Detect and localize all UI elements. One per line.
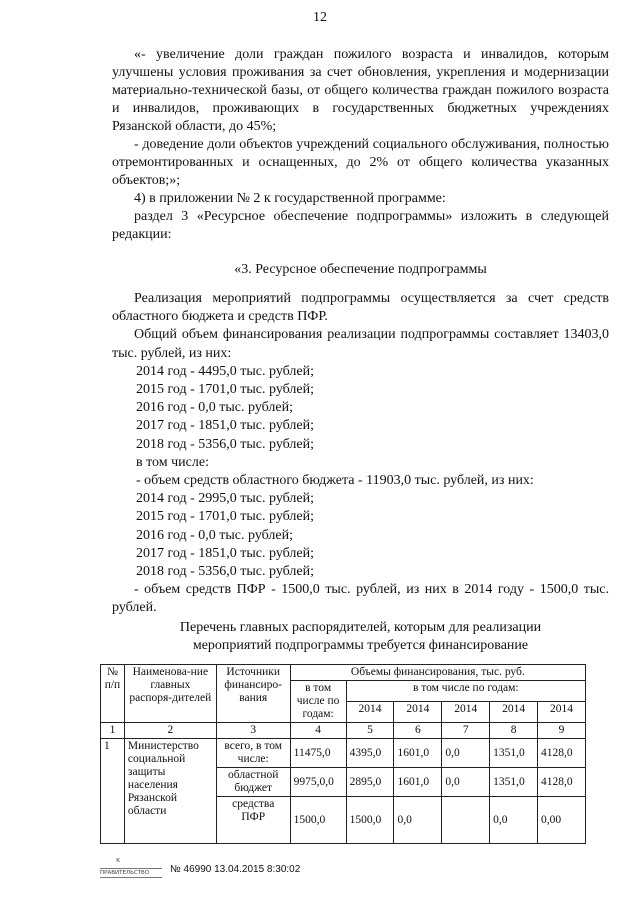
value-cell: 1351,0 [490, 739, 538, 768]
table-title [112, 619, 609, 655]
value-cell: 1601,0 [394, 739, 442, 768]
header-num: № п/п [101, 665, 125, 723]
registration-footer [100, 858, 400, 882]
value-cell: 4395,0 [346, 739, 394, 768]
page-number: 12 [313, 10, 327, 25]
paragraph-goal-1: «- увеличение доли граждан пожилого возраста и инвалидов, которым улучшены условия проживания за счет обновления, укрепления и модернизации материально-технической базы, от общего количества граждан пожилого возраста и инвалидов, проживающих в государственных бюджетных учреждениях Рязанской области, до 45%; [112, 47, 609, 134]
col-number: 6 [394, 723, 442, 739]
year-regional-2017: 2017 год - 1851,0 тыс. рублей; [136, 545, 315, 561]
paragraph-item-4: 4) в приложении № 2 к государственной программе: [134, 191, 446, 206]
table-title-line-2: мероприятий подпрограммы требуется финансирование [192, 638, 529, 653]
paragraph-section-change: раздел 3 «Ресурсное обеспечение подпрограммы» изложить в следующей редакции: [112, 209, 609, 242]
intro-text [112, 46, 609, 244]
year-regional-2014: 2014 год - 2995,0 тыс. рублей; [136, 491, 315, 507]
year-total-2016: 2016 год - 0,0 тыс. рублей; [136, 400, 294, 416]
header-year: 2014 [538, 702, 586, 723]
header-by-years: в том числе по годам: [346, 681, 585, 702]
stamp-text: ПРАВИТЕЛЬСТВО [100, 870, 150, 876]
col-number: 4 [290, 723, 346, 739]
year-total-2015: 2015 год - 1701,0 тыс. рублей; [136, 382, 315, 398]
col-number: 7 [442, 723, 490, 739]
value-cell: 4128,0 [538, 768, 586, 797]
table-title-line-1: Перечень главных распорядителей, которым для реализации [179, 620, 542, 635]
col-number: 2 [124, 723, 216, 739]
source-cell: средства ПФР [216, 797, 290, 844]
year-total-2018: 2018 год - 5356,0 тыс. рублей; [136, 436, 315, 452]
paragraph-goal-2: - доведение доли объектов учреждений социального обслуживания, полностью отремонтированных и оснащенных, до 2% от общего количества указанных объектов;»; [112, 137, 609, 188]
year-total-2014: 2014 год - 4495,0 тыс. рублей; [136, 363, 315, 379]
year-regional-2016: 2016 год - 0,0 тыс. рублей; [136, 527, 294, 543]
value-cell: 1351,0 [490, 768, 538, 797]
header-total: в том числе по годам: [290, 681, 346, 723]
header-year: 2014 [394, 702, 442, 723]
organization-name: Министерство социальной защиты населения Рязанской области [124, 739, 216, 844]
header-name: Наименова-ние главных распоря-дителей [124, 665, 216, 723]
header-source: Источники финансиро-вания [216, 665, 290, 723]
stamp-mark: к [116, 856, 121, 864]
header-year: 2014 [346, 702, 394, 723]
source-cell: всего, в том числе: [216, 739, 290, 768]
col-number: 5 [346, 723, 394, 739]
year-regional-2018: 2018 год - 5356,0 тыс. рублей; [136, 564, 315, 580]
pfr-line: - объем средств ПФР - 1500,0 тыс. рублей, из них в 2014 году - 1500,0 тыс. рублей. [112, 582, 609, 616]
year-regional-2015: 2015 год - 1701,0 тыс. рублей; [136, 509, 315, 525]
table-header-row-1 [101, 665, 586, 681]
value-cell: 1601,0 [394, 768, 442, 797]
value-cell: 4128,0 [538, 739, 586, 768]
value-cell: 0,0 [442, 739, 490, 768]
value-cell: 1500,0 [346, 797, 394, 844]
table-column-numbers [101, 723, 586, 739]
value-cell: 0,00 [538, 797, 586, 844]
regional-budget-line: - объем средств областного бюджета - 11903,0 тыс. рублей, из них: [136, 473, 534, 489]
government-stamp [100, 856, 162, 880]
value-cell: 2895,0 [346, 768, 394, 797]
paragraph-total: Общий объем финансирования реализации подпрограммы составляет 13403,0 тыс. рублей, из них: [112, 327, 609, 361]
col-number: 3 [216, 723, 290, 739]
header-volumes: Объемы финансирования, тыс. руб. [290, 665, 585, 681]
col-number: 1 [101, 723, 125, 739]
header-year: 2014 [442, 702, 490, 723]
total-cell: 1500,0 [290, 797, 346, 844]
year-total-2017: 2017 год - 1851,0 тыс. рублей; [136, 418, 315, 434]
value-cell [442, 797, 490, 844]
header-year: 2014 [490, 702, 538, 723]
in-that-label: в том числе: [136, 454, 209, 470]
value-cell: 0,0 [442, 768, 490, 797]
total-cell: 9975,0,0 [290, 768, 346, 797]
source-cell: областной бюджет [216, 768, 290, 797]
value-cell: 0,0 [394, 797, 442, 844]
col-number: 8 [490, 723, 538, 739]
value-cell: 0,0 [490, 797, 538, 844]
stamp-line [100, 868, 162, 869]
section-title: «3. Ресурсное обеспечение подпрограммы [234, 262, 487, 277]
funding-table [100, 664, 586, 844]
funding-text [112, 290, 609, 618]
col-number: 9 [538, 723, 586, 739]
stamp-underline [100, 877, 162, 878]
registration-number: № 46990 13.04.2015 8:30:02 [170, 864, 301, 875]
paragraph-sources: Реализация мероприятий подпрограммы осуществляется за счет средств областного бюджета и средств ПФР. [112, 291, 609, 325]
row-number: 1 [101, 739, 125, 844]
total-cell: 11475,0 [290, 739, 346, 768]
table-row [101, 739, 586, 768]
